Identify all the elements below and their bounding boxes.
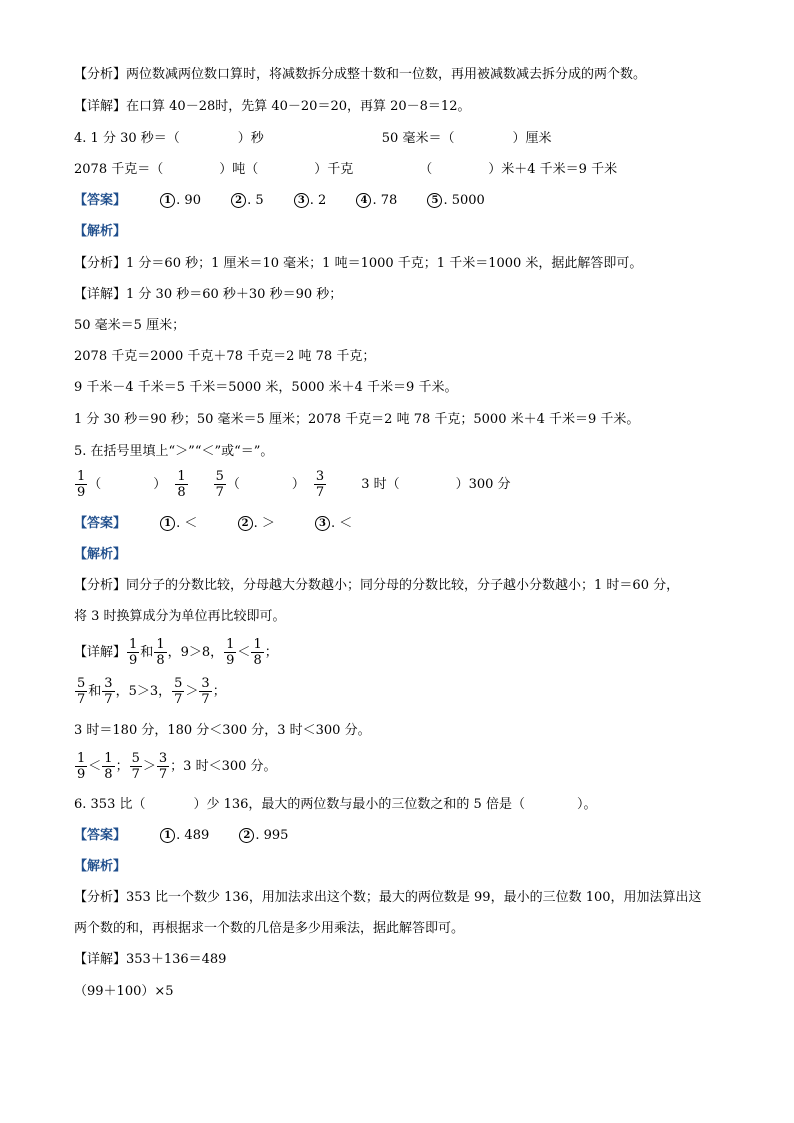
detail-step: 50 毫米＝5 厘米； [74,318,186,333]
analysis-tag: 【分析】 [74,256,127,271]
answer-item: 2 . ＞ [238,516,275,531]
answer-5-line [74,515,352,533]
fraction-1-8: $\frac{1}{8}$ [253,637,262,668]
analysis-text: 两位数减两位数口算时，将减数拆分成整十数和一位数，再用被减数减去拆分成的两个数。 [126,67,647,82]
detail-text: 353＋136＝489 [126,952,227,967]
fraction-1-9: $\frac{1}{9}$ [77,469,86,500]
fraction-1-8: $\frac{1}{8}$ [104,751,113,782]
circled-number-2: 2 [231,193,246,208]
detail-step: （99＋100）×5 [74,984,174,999]
answer-item: 1 . 90 [160,193,201,208]
detail-line [74,951,226,969]
circled-number-3: 3 [294,193,309,208]
detail-tag: 【详解】 [74,99,127,114]
detail-text: 1 分 30 秒＝60 秒＋30 秒＝90 秒； [126,287,343,302]
q4-text-a: 4. 1 分 30 秒＝（ [74,131,180,146]
answer-item: 2 . 995 [239,828,288,843]
analysis-line [74,66,646,84]
analysis-line [74,255,642,273]
circled-number-3: 3 [315,516,330,531]
detail-line [74,98,470,116]
detail-step: $\frac{5}{7}$ 和 $\frac{3}{7}$ ，5＞3， $\frac{5}{7}$ ＞ $\frac{3}{7}$ ； [77,676,226,707]
fraction-1-8: $\frac{1}{8}$ [177,469,186,500]
detail-step: 3 时＝180 分，180 分＜300 分，3 时＜300 分。 [74,723,371,738]
detail-step: 2078 千克＝2000 千克＋78 千克＝2 吨 78 千克； [74,349,376,364]
fraction-5-7: $\frac{5}{7}$ [77,676,86,707]
q4-text-c: 50 毫米＝（ [381,131,455,146]
answer-item: 4 . 78 [356,193,397,208]
detail-tag: 【详解】 [74,644,127,660]
detail-line: 【详解】 $\frac{1}{9}$ 和 $\frac{1}{8}$ ，9＞8， $\frac{1}{9}$ ＜ $\frac{1}{8}$ ； [74,637,278,668]
answer-4-line [74,192,485,210]
answer-item: 1 . ＜ [160,516,197,531]
detail-text: 在口算 40－28时，先算 40－20＝20，再算 20－8＝12。 [126,99,471,114]
q4-text-g: ）千克 [314,162,354,177]
analysis-line [74,577,679,595]
circled-number-1: 1 [160,828,175,843]
answer-item: 1 . 489 [160,828,209,843]
circled-number-2: 2 [239,828,254,843]
circled-number-5: 5 [427,193,442,208]
fraction-1-9: $\frac{1}{9}$ [226,637,235,668]
detail-tag: 【详解】 [74,952,127,967]
q4-text-f: ）吨（ [219,162,259,177]
analysis-line [74,889,702,907]
answer-6-line [74,827,288,845]
analysis-continuation: 两个数的和，再根据求一个数的几倍是多少用乘法，据此解答即可。 [74,921,465,936]
analysis-tag: 【分析】 [74,578,127,593]
question-5-title: 5. 在括号里填上“＞”“＜”或“＝”。 [74,444,274,459]
fraction-3-7: $\frac{3}{7}$ [158,751,168,782]
q4-text-d: ）厘米 [512,131,552,146]
analysis-tag: 【分析】 [74,67,127,82]
fraction-5-7: $\frac{5}{7}$ [131,751,140,782]
fraction-5-7: $\frac{5}{7}$ [174,676,183,707]
detail-line [74,286,342,304]
explanation-tag: 【解析】 [74,224,127,239]
detail-summary: 1 分 30 秒＝90 秒；50 毫米＝5 厘米；2078 千克＝2 吨 78 千克；5000 米＋4 千米＝9 千米。 [74,412,640,427]
fraction-3-7: $\frac{3}{7}$ [104,676,113,707]
circled-number-1: 1 [160,193,175,208]
fraction-1-9: $\frac{1}{9}$ [77,751,86,782]
q4-text-i: ）米＋4 千米＝9 千米 [488,162,618,177]
analysis-text: 1 分＝60 秒；1 厘米＝10 毫米；1 吨＝1000 千克；1 千米＝1000 米，据此解答即可。 [126,256,643,271]
detail-step: 9 千米－4 千米＝5 千米＝5000 米，5000 米＋4 千米＝9 千米。 [74,380,458,395]
fraction-5-7: $\frac{5}{7}$ [215,469,224,500]
question-4-line-1 [74,130,551,148]
question-6-line: 6. 353 比（ ）少 136，最大的两位数与最小的三位数之和的 5 倍是（ ）。 [74,797,597,812]
analysis-continuation: 将 3 时换算成分为单位再比较即可。 [74,609,286,624]
fraction-1-9: $\frac{1}{9}$ [129,637,138,668]
analysis-tag: 【分析】 [74,890,127,905]
answer-item: 2 . 5 [231,193,264,208]
circled-number-1: 1 [160,516,175,531]
explanation-tag: 【解析】 [74,859,127,874]
q4-text-b: ）秒 [237,131,264,146]
answer-tag: 【答案】 [74,193,127,208]
q4-text-e: 2078 千克＝（ [74,162,164,177]
detail-tag: 【详解】 [74,287,127,302]
fraction-3-7: $\frac{3}{7}$ [315,469,325,500]
answer-item: 3 . 2 [294,193,327,208]
detail-summary: $\frac{1}{9}$ ＜ $\frac{1}{8}$ ； $\frac{5}{7}$ ＞ $\frac{3}{7}$ ；3 时＜300 分。 [77,751,277,782]
answer-tag: 【答案】 [74,828,127,843]
answer-item: 5 . 5000 [427,193,484,208]
analysis-text: 353 比一个数少 136，用加法求出这个数；最大的两位数是 99，最小的三位数 100，用加法算出这 [126,890,702,905]
answer-item: 3 . ＜ [315,516,352,531]
explanation-tag: 【解析】 [74,547,127,562]
answer-tag: 【答案】 [74,516,127,531]
circled-number-2: 2 [238,516,253,531]
analysis-text: 同分子的分数比较，分母越大分数越小；同分母的分数比较，分子越小分数越小；1 时＝60 分， [126,578,680,593]
circled-number-4: 4 [356,193,371,208]
fraction-1-8: $\frac{1}{8}$ [156,637,165,668]
question-5-items: $\frac{1}{9}$ （ ） $\frac{1}{8}$ $\frac{5}{7}$ （ ） $\frac{3}{7}$ 3 时（ ）300 分 [77,469,511,500]
q4-text-h: （ [419,162,433,177]
fraction-3-7: $\frac{3}{7}$ [201,676,210,707]
question-4-line-2 [74,161,617,179]
